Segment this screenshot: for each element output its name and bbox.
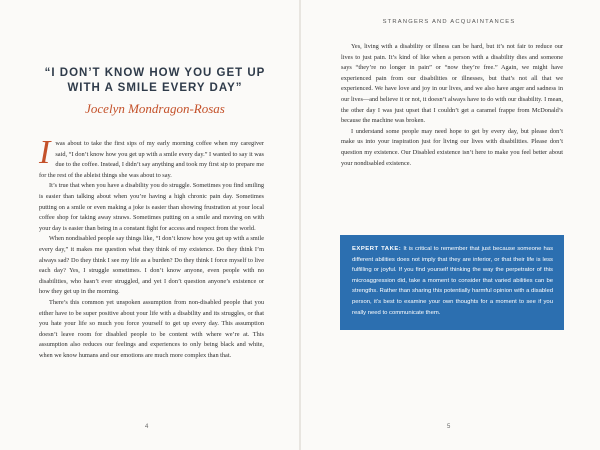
- chapter-title: “I DON’T KNOW HOW YOU GET UP WITH A SMILE EVERY DAY”: [44, 67, 266, 94]
- drop-cap: I: [39, 134, 51, 171]
- paragraph: Iwas about to take the first sips of my early morning coffee when my caregiver said, “I don’t know how you get up with a smile every day.” I wanted to say it was due to the coffee. Instead, I didn’t say anything and took my first sip to prepare me for the rest of the ableist things she was about to say.: [39, 134, 264, 179]
- paragraph: When nondisabled people say things like, “I don’t know how you get up with a smile every day,” it makes me question what they think of my existence. Do they think I’m always sad? Do they think I see my life as a burden? Do they think I force myself to live each day? Yes, I struggle sometimes. I don’t know anyone, even people with no disabilities, who hasn’t ever struggled, and yet I don’t question anyone’s existence or how they get up in the morning.: [39, 235, 264, 296]
- paragraph: I understand some people may need hope to get by every day, but please don’t make us into your inspiration just for living our lives with disabilities. Please don’t question my existence. Our Disabled existence isn’t here to make you feel better about your nondisabled existence.: [341, 127, 563, 167]
- left-page: [0, 0, 299, 450]
- left-page-body: [39, 134, 264, 361]
- running-head: STRANGERS AND ACQUAINTANCES: [382, 19, 516, 25]
- paragraph: There’s this common yet unspoken assumption from non-disabled people that you either have to be super positive about your life with a disability and its struggles, or that you hate your life so much you force yourself to get up every day. This assumption doesn’t leave room for disabled people to be content with where we’re at. This assumption also reduces our feelings and experiences to only being black and white, when we know humans and our emotions are much more complex than that.: [39, 298, 264, 359]
- callout-text: [352, 244, 553, 318]
- expert-take-callout: [340, 235, 564, 330]
- paragraph: It’s true that when you have a disability you do struggle. Sometimes you find smiling is easier than talking about when you’re having a high chronic pain day. Sometimes putting on a smile or even making a joke is easier than showing frustration at your local coffee shop for taking away straws. Sometimes putting on a smile and moving on with your day is easier than being in a constant fight for access and respect from the world.: [39, 182, 264, 232]
- page-number: 4: [145, 424, 149, 430]
- right-page-body: [341, 42, 563, 169]
- right-page: [301, 0, 600, 450]
- page-number: 5: [447, 424, 451, 430]
- author-name: Jocelyn Mondragon-Rosas: [85, 101, 225, 116]
- paragraph: Yes, living with a disability or illness can be hard, but it’s not fair to reduce our lives to just pain. It’s kind of like when a person with a disability dies and someone says “they’re no longer in pain” or “now they’re free.” Again, we might have experienced pain from our disabilities or illnesses, but that’s not all that we experienced. We have love and joy in our lives, and we also have anger and sadness in our lives—and believe it or not, it doesn’t always have to do with our disability. I mean, the other day I was just upset that I couldn’t get a caramel frappe from McDonald’s because the machine was broken.: [341, 43, 563, 125]
- callout-label: EXPERT TAKE:: [352, 246, 402, 252]
- callout-body: It is critical to remember that just because someone has different abilities does not imply that they are inferior, or that their life is less fulfilling or joyful. If you find yourself thinking the way the perpetrator of this microaggression did, take a moment to consider that varied abilities can be strengths. Rather than sharing this potentially harmful opinion with a disabled person, it’s best to examine your own thoughts for a moment to see if you really need to communicate them.: [352, 246, 554, 316]
